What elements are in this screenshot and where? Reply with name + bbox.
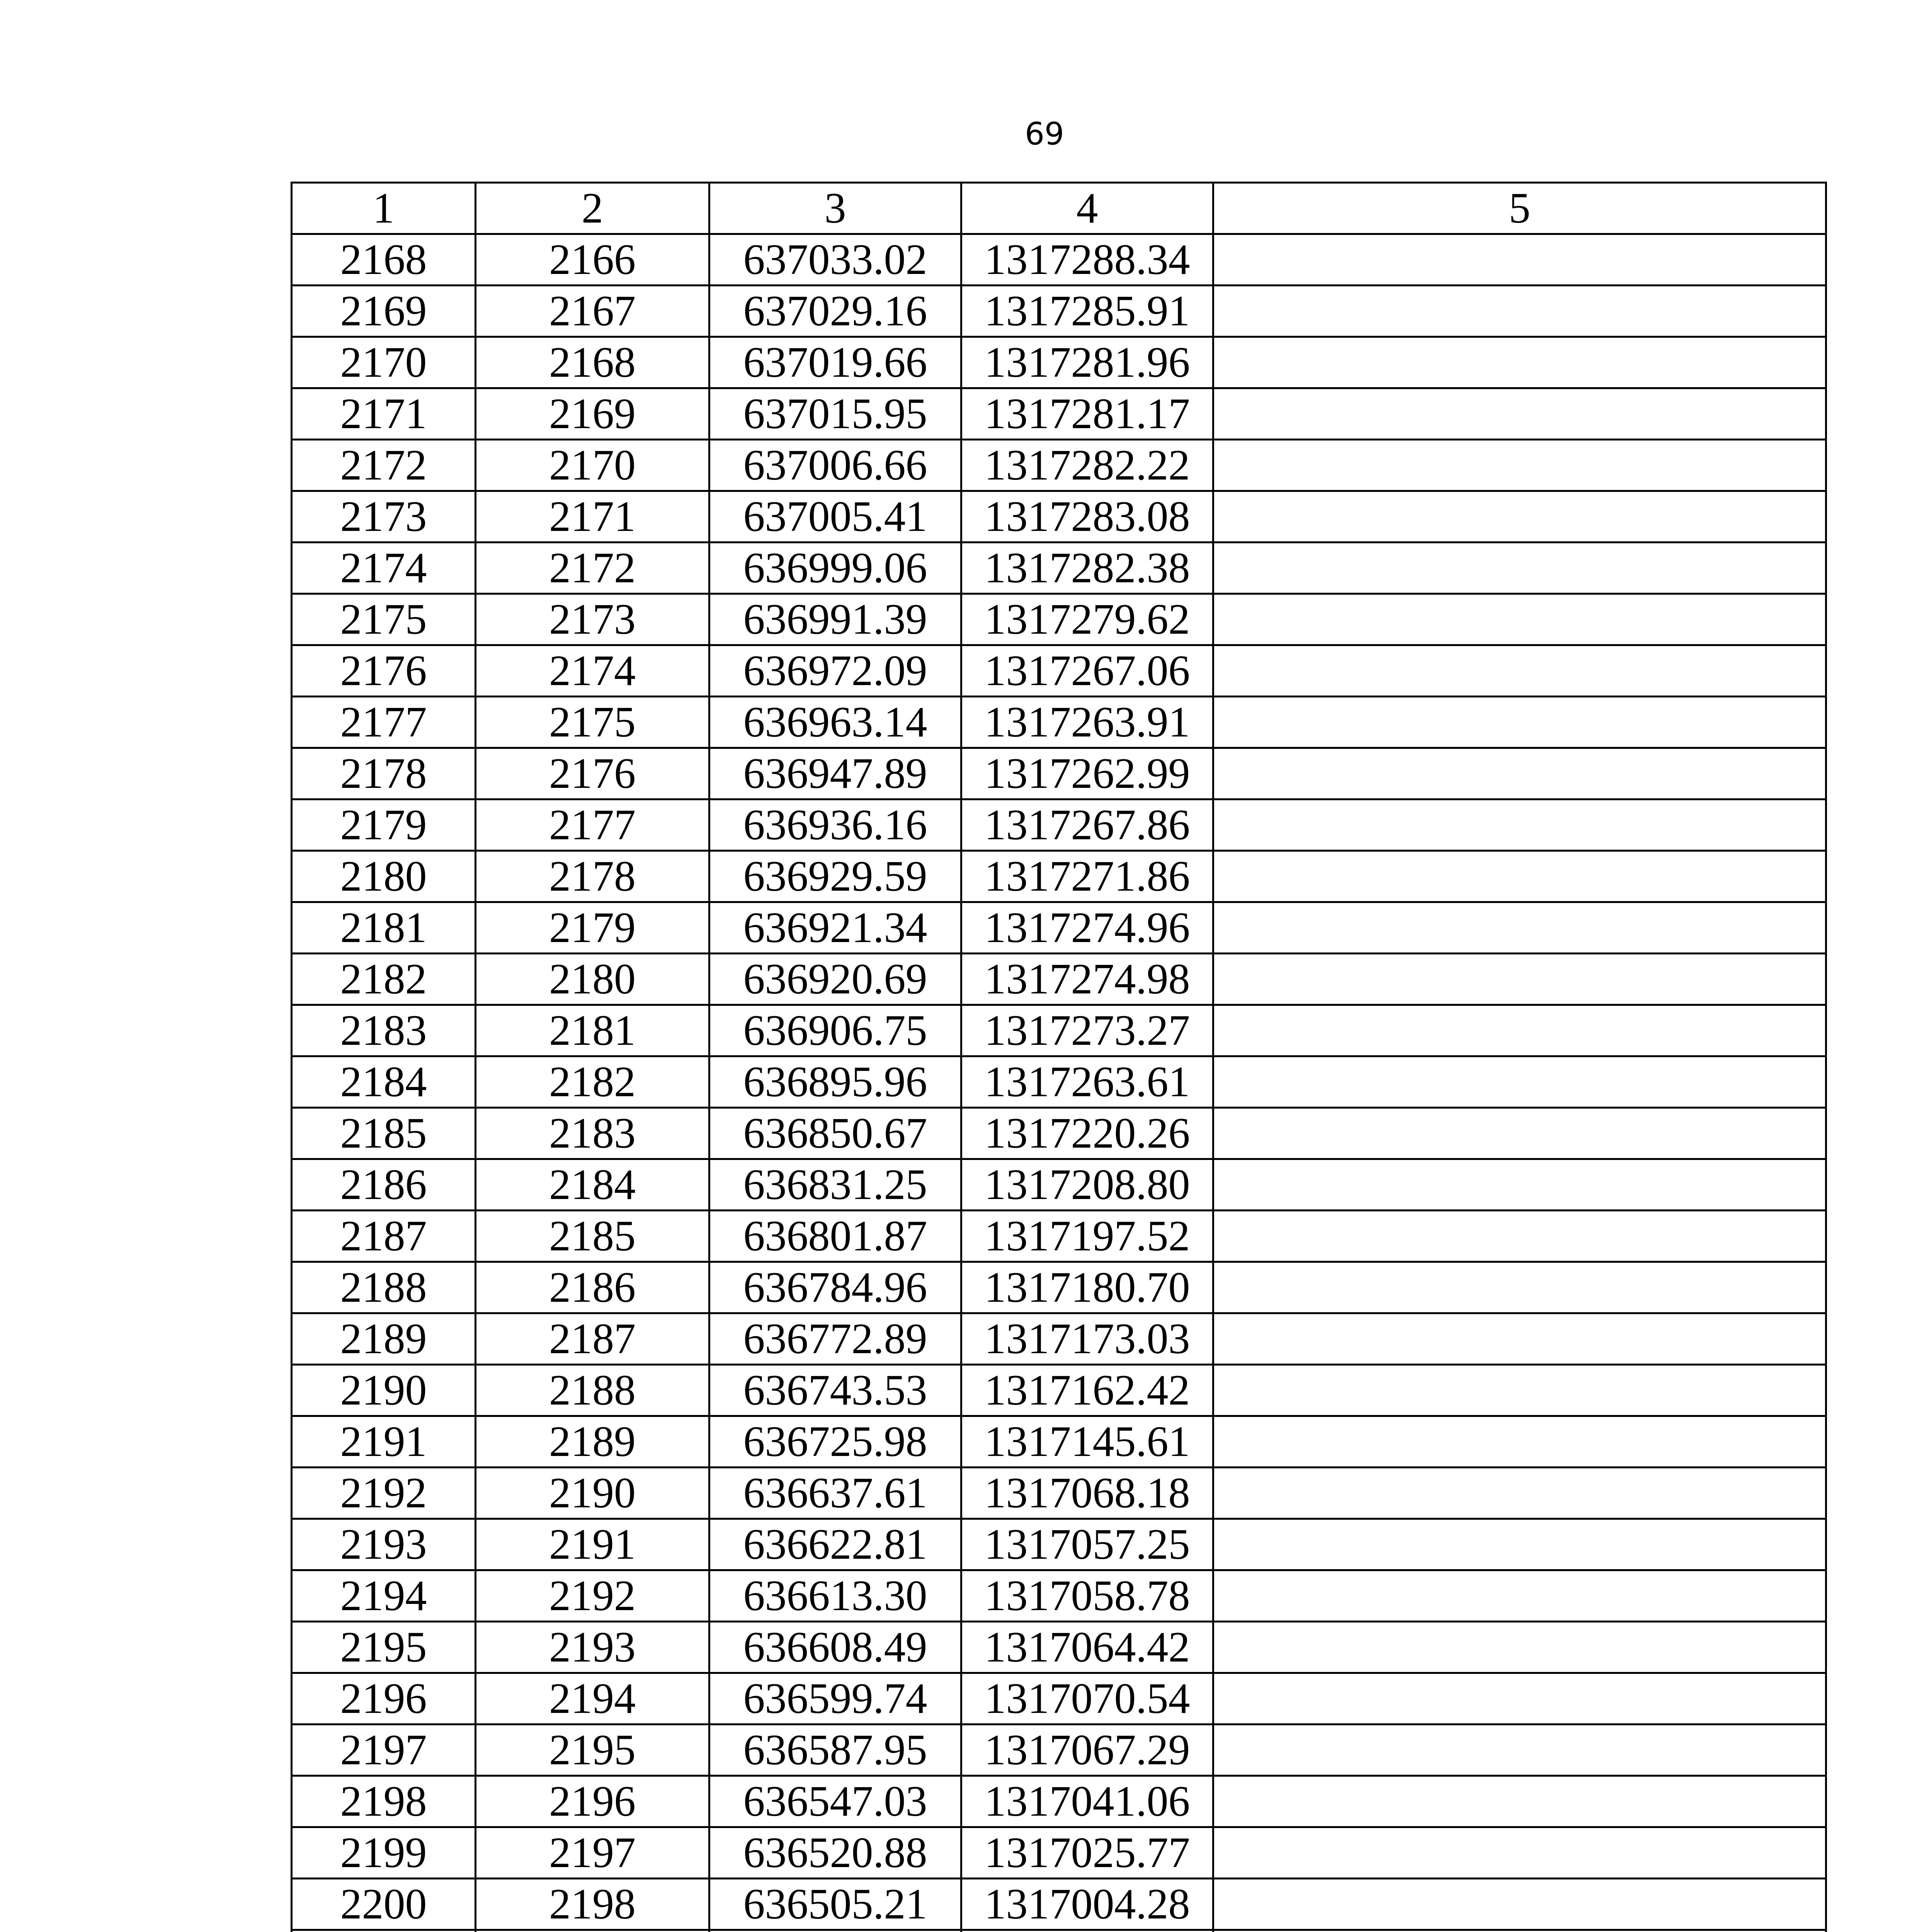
index-cell: 2198	[476, 1879, 709, 1930]
index-cell: 2184	[476, 1159, 709, 1211]
point-number-cell: 2192	[292, 1468, 476, 1519]
header-row	[292, 183, 1826, 234]
point-number-cell: 2190	[292, 1365, 476, 1416]
table-row	[292, 1468, 1826, 1519]
index-cell: 2191	[476, 1519, 709, 1570]
y-coordinate-cell: 1317180.70	[961, 1262, 1213, 1313]
table-row	[292, 1262, 1826, 1313]
note-cell	[1213, 1879, 1826, 1930]
y-coordinate-cell: 1317273.27	[961, 1005, 1213, 1056]
note-cell	[1213, 388, 1826, 440]
note-cell	[1213, 594, 1826, 645]
x-coordinate-cell: 637019.66	[709, 337, 961, 388]
y-coordinate-cell: 1317281.17	[961, 388, 1213, 440]
note-cell	[1213, 645, 1826, 697]
note-cell	[1213, 1416, 1826, 1468]
coordinates-table	[291, 182, 1827, 1932]
x-coordinate-cell: 636608.49	[709, 1622, 961, 1673]
y-coordinate-cell: 1317070.54	[961, 1673, 1213, 1725]
point-number-cell: 2191	[292, 1416, 476, 1468]
table-row	[292, 1570, 1826, 1622]
index-cell: 2168	[476, 337, 709, 388]
y-coordinate-cell: 1317282.38	[961, 543, 1213, 594]
point-number-cell: 2194	[292, 1570, 476, 1622]
point-number-cell: 2196	[292, 1673, 476, 1725]
index-cell: 2195	[476, 1725, 709, 1776]
index-cell: 2193	[476, 1622, 709, 1673]
x-coordinate-cell: 636587.95	[709, 1725, 961, 1776]
x-coordinate-cell: 636963.14	[709, 697, 961, 748]
x-coordinate-cell: 636520.88	[709, 1827, 961, 1879]
point-number-cell: 2200	[292, 1879, 476, 1930]
y-coordinate-cell: 1317267.86	[961, 799, 1213, 851]
table-header	[292, 183, 1826, 234]
point-number-cell: 2198	[292, 1776, 476, 1827]
table-row	[292, 388, 1826, 440]
x-coordinate-cell: 636801.87	[709, 1211, 961, 1262]
x-coordinate-cell: 636936.16	[709, 799, 961, 851]
index-cell: 2167	[476, 286, 709, 337]
note-cell	[1213, 1776, 1826, 1827]
y-coordinate-cell: 1317173.03	[961, 1313, 1213, 1365]
point-number-cell: 2180	[292, 851, 476, 902]
x-coordinate-cell: 636505.21	[709, 1879, 961, 1930]
point-number-cell: 2170	[292, 337, 476, 388]
y-coordinate-cell: 1317145.61	[961, 1416, 1213, 1468]
note-cell	[1213, 851, 1826, 902]
point-number-cell: 2178	[292, 748, 476, 799]
index-cell: 2185	[476, 1211, 709, 1262]
x-coordinate-cell: 636637.61	[709, 1468, 961, 1519]
y-coordinate-cell: 1317004.28	[961, 1879, 1213, 1930]
table-row	[292, 902, 1826, 954]
x-coordinate-cell: 636850.67	[709, 1108, 961, 1159]
x-coordinate-cell: 637005.41	[709, 491, 961, 543]
x-coordinate-cell: 636947.89	[709, 748, 961, 799]
table-row	[292, 1416, 1826, 1468]
y-coordinate-cell: 1317263.61	[961, 1056, 1213, 1108]
table-row	[292, 234, 1826, 286]
point-number-cell: 2183	[292, 1005, 476, 1056]
note-cell	[1213, 1313, 1826, 1365]
index-cell: 2176	[476, 748, 709, 799]
index-cell: 2169	[476, 388, 709, 440]
point-number-cell: 2193	[292, 1519, 476, 1570]
table-row	[292, 697, 1826, 748]
point-number-cell: 2175	[292, 594, 476, 645]
y-coordinate-cell	[961, 1930, 1213, 1932]
table-row	[292, 1725, 1826, 1776]
point-number-cell: 2177	[292, 697, 476, 748]
header-cell-5: 5	[1213, 183, 1826, 234]
page-number: 69	[1025, 116, 1064, 152]
x-coordinate-cell: 636599.74	[709, 1673, 961, 1725]
y-coordinate-cell: 1317162.42	[961, 1365, 1213, 1416]
index-cell: 2188	[476, 1365, 709, 1416]
header-cell-2: 2	[476, 183, 709, 234]
index-cell: 2182	[476, 1056, 709, 1108]
index-cell	[476, 1930, 709, 1932]
table-row	[292, 1005, 1826, 1056]
note-cell	[1213, 234, 1826, 286]
note-cell	[1213, 1468, 1826, 1519]
x-coordinate-cell: 636929.59	[709, 851, 961, 902]
table-row	[292, 748, 1826, 799]
point-number-cell: 2174	[292, 543, 476, 594]
x-coordinate-cell: 636991.39	[709, 594, 961, 645]
x-coordinate-cell	[709, 1930, 961, 1932]
x-coordinate-cell: 636547.03	[709, 1776, 961, 1827]
note-cell	[1213, 543, 1826, 594]
point-number-cell: 2182	[292, 954, 476, 1005]
table-row	[292, 337, 1826, 388]
index-cell: 2174	[476, 645, 709, 697]
y-coordinate-cell: 1317041.06	[961, 1776, 1213, 1827]
point-number-cell: 2176	[292, 645, 476, 697]
index-cell: 2190	[476, 1468, 709, 1519]
index-cell: 2172	[476, 543, 709, 594]
point-number-cell: 2179	[292, 799, 476, 851]
note-cell	[1213, 1365, 1826, 1416]
note-cell	[1213, 491, 1826, 543]
note-cell	[1213, 1211, 1826, 1262]
y-coordinate-cell: 1317274.98	[961, 954, 1213, 1005]
table-row	[292, 1827, 1826, 1879]
table-row	[292, 1673, 1826, 1725]
x-coordinate-cell: 636972.09	[709, 645, 961, 697]
table-row	[292, 1930, 1826, 1932]
x-coordinate-cell: 636725.98	[709, 1416, 961, 1468]
note-cell	[1213, 1005, 1826, 1056]
table-row	[292, 1879, 1826, 1930]
note-cell	[1213, 799, 1826, 851]
index-cell: 2192	[476, 1570, 709, 1622]
index-cell: 2196	[476, 1776, 709, 1827]
y-coordinate-cell: 1317067.29	[961, 1725, 1213, 1776]
point-number-cell: 2195	[292, 1622, 476, 1673]
note-cell	[1213, 1159, 1826, 1211]
note-cell	[1213, 697, 1826, 748]
point-number-cell: 2199	[292, 1827, 476, 1879]
table-row	[292, 543, 1826, 594]
x-coordinate-cell: 637006.66	[709, 440, 961, 491]
table-row	[292, 1365, 1826, 1416]
index-cell: 2194	[476, 1673, 709, 1725]
x-coordinate-cell: 636772.89	[709, 1313, 961, 1365]
y-coordinate-cell: 1317267.06	[961, 645, 1213, 697]
table-row	[292, 1622, 1826, 1673]
note-cell	[1213, 1930, 1826, 1932]
y-coordinate-cell: 1317281.96	[961, 337, 1213, 388]
table-row	[292, 851, 1826, 902]
x-coordinate-cell: 636613.30	[709, 1570, 961, 1622]
y-coordinate-cell: 1317064.42	[961, 1622, 1213, 1673]
point-number-cell: 2187	[292, 1211, 476, 1262]
y-coordinate-cell: 1317025.77	[961, 1827, 1213, 1879]
note-cell	[1213, 1673, 1826, 1725]
point-number-cell: 2168	[292, 234, 476, 286]
table-body	[292, 234, 1826, 1932]
table-row	[292, 1776, 1826, 1827]
point-number-cell: 2173	[292, 491, 476, 543]
note-cell	[1213, 748, 1826, 799]
index-cell: 2186	[476, 1262, 709, 1313]
point-number-cell: 2197	[292, 1725, 476, 1776]
index-cell: 2183	[476, 1108, 709, 1159]
table-row	[292, 1313, 1826, 1365]
x-coordinate-cell: 636999.06	[709, 543, 961, 594]
index-cell: 2178	[476, 851, 709, 902]
index-cell: 2197	[476, 1827, 709, 1879]
note-cell	[1213, 1725, 1826, 1776]
table-row	[292, 1108, 1826, 1159]
y-coordinate-cell: 1317068.18	[961, 1468, 1213, 1519]
y-coordinate-cell: 1317282.22	[961, 440, 1213, 491]
y-coordinate-cell: 1317283.08	[961, 491, 1213, 543]
note-cell	[1213, 954, 1826, 1005]
x-coordinate-cell: 636743.53	[709, 1365, 961, 1416]
point-number-cell: 2172	[292, 440, 476, 491]
note-cell	[1213, 902, 1826, 954]
point-number-cell: 2189	[292, 1313, 476, 1365]
index-cell: 2179	[476, 902, 709, 954]
y-coordinate-cell: 1317288.34	[961, 234, 1213, 286]
y-coordinate-cell: 1317274.96	[961, 902, 1213, 954]
table-row	[292, 799, 1826, 851]
y-coordinate-cell: 1317058.78	[961, 1570, 1213, 1622]
y-coordinate-cell: 1317220.26	[961, 1108, 1213, 1159]
index-cell: 2177	[476, 799, 709, 851]
point-number-cell: 2181	[292, 902, 476, 954]
x-coordinate-cell: 636831.25	[709, 1159, 961, 1211]
x-coordinate-cell: 637015.95	[709, 388, 961, 440]
y-coordinate-cell: 1317271.86	[961, 851, 1213, 902]
table-row	[292, 645, 1826, 697]
y-coordinate-cell: 1317279.62	[961, 594, 1213, 645]
note-cell	[1213, 1056, 1826, 1108]
note-cell	[1213, 1570, 1826, 1622]
note-cell	[1213, 440, 1826, 491]
x-coordinate-cell: 636921.34	[709, 902, 961, 954]
index-cell: 2187	[476, 1313, 709, 1365]
table-row	[292, 1211, 1826, 1262]
note-cell	[1213, 1519, 1826, 1570]
x-coordinate-cell: 636784.96	[709, 1262, 961, 1313]
note-cell	[1213, 286, 1826, 337]
table-row	[292, 1056, 1826, 1108]
index-cell: 2173	[476, 594, 709, 645]
table-row	[292, 954, 1826, 1005]
point-number-cell: 2188	[292, 1262, 476, 1313]
x-coordinate-cell: 636920.69	[709, 954, 961, 1005]
x-coordinate-cell: 637033.02	[709, 234, 961, 286]
table-row	[292, 440, 1826, 491]
point-number-cell: 2184	[292, 1056, 476, 1108]
x-coordinate-cell: 637029.16	[709, 286, 961, 337]
y-coordinate-cell: 1317208.80	[961, 1159, 1213, 1211]
index-cell: 2170	[476, 440, 709, 491]
index-cell: 2175	[476, 697, 709, 748]
x-coordinate-cell: 636895.96	[709, 1056, 961, 1108]
index-cell: 2180	[476, 954, 709, 1005]
note-cell	[1213, 1262, 1826, 1313]
point-number-cell: 2171	[292, 388, 476, 440]
x-coordinate-cell: 636622.81	[709, 1519, 961, 1570]
y-coordinate-cell: 1317057.25	[961, 1519, 1213, 1570]
point-number-cell: 2169	[292, 286, 476, 337]
index-cell: 2166	[476, 234, 709, 286]
header-cell-4: 4	[961, 183, 1213, 234]
x-coordinate-cell: 636906.75	[709, 1005, 961, 1056]
table-row	[292, 1159, 1826, 1211]
note-cell	[1213, 1622, 1826, 1673]
table-row	[292, 286, 1826, 337]
table-row	[292, 594, 1826, 645]
index-cell: 2189	[476, 1416, 709, 1468]
index-cell: 2181	[476, 1005, 709, 1056]
y-coordinate-cell: 1317285.91	[961, 286, 1213, 337]
header-cell-3: 3	[709, 183, 961, 234]
point-number-cell	[292, 1930, 476, 1932]
y-coordinate-cell: 1317197.52	[961, 1211, 1213, 1262]
note-cell	[1213, 337, 1826, 388]
point-number-cell: 2185	[292, 1108, 476, 1159]
point-number-cell: 2186	[292, 1159, 476, 1211]
table-row	[292, 1519, 1826, 1570]
index-cell: 2171	[476, 491, 709, 543]
y-coordinate-cell: 1317262.99	[961, 748, 1213, 799]
note-cell	[1213, 1108, 1826, 1159]
table-row	[292, 491, 1826, 543]
header-cell-1: 1	[292, 183, 476, 234]
y-coordinate-cell: 1317263.91	[961, 697, 1213, 748]
note-cell	[1213, 1827, 1826, 1879]
